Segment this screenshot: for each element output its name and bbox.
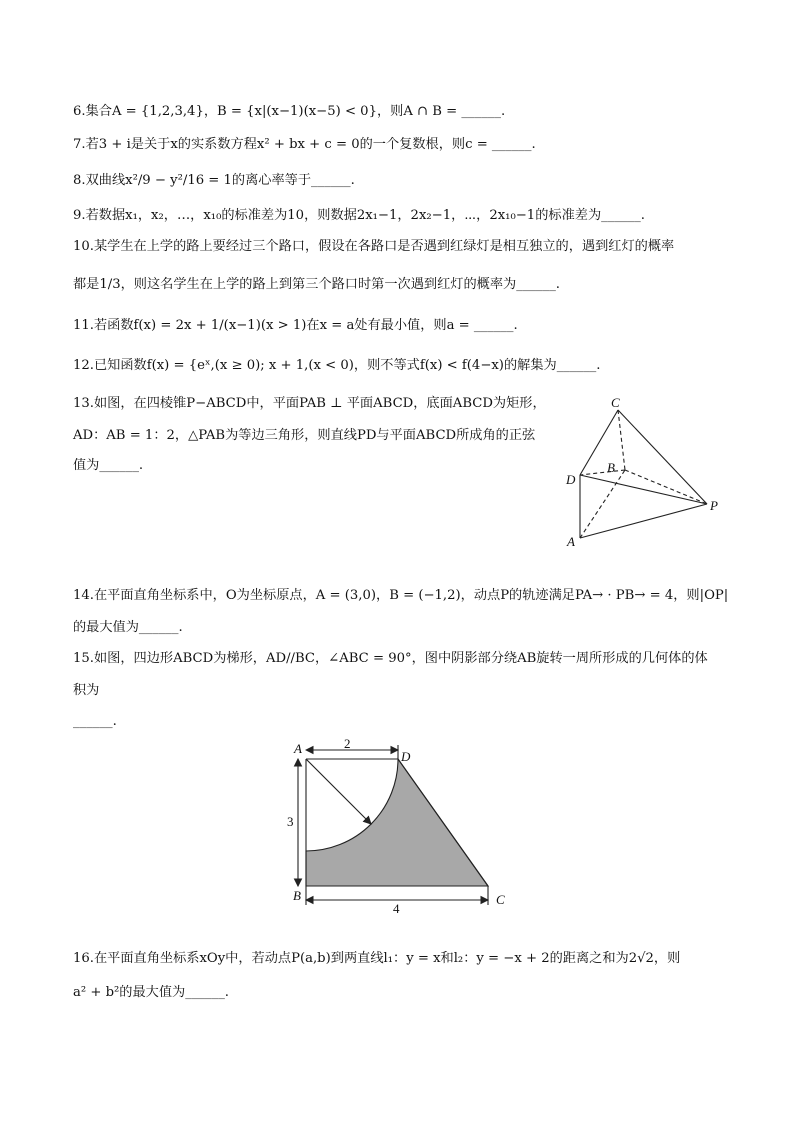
problem-10-line-2: 都是1/3，则这名学生在上学的路上到第三个路口时第一次遇到红灯的概率为______. bbox=[73, 277, 560, 292]
trapezoid-figure bbox=[280, 733, 515, 913]
problem-15-line-2: 积为 bbox=[73, 683, 100, 698]
label-B: B bbox=[293, 888, 301, 903]
problem-14-line-1: 14.在平面直角坐标系中，O为坐标原点，A = (3,0)，B = (−1,2)，动点P的轨迹满足PA→ · PB→ = 4，则|OP| bbox=[73, 588, 729, 603]
problem-15-line-3: ______. bbox=[73, 714, 117, 729]
dimension-bottom: 4 bbox=[393, 901, 400, 913]
label-P: P bbox=[710, 498, 718, 513]
label-D: D bbox=[566, 472, 576, 487]
problem-16-line-2: a² + b²的最大值为______. bbox=[73, 985, 230, 1000]
label-C: C bbox=[611, 395, 620, 410]
dimension-top: 2 bbox=[344, 736, 351, 751]
problem-13-line-2: AD：AB = 1：2，△PAB为等边三角形，则直线PD与平面ABCD所成角的正弦 bbox=[73, 428, 536, 443]
dimension-left: 3 bbox=[287, 814, 294, 829]
problem-13-line-3: 值为______. bbox=[73, 458, 144, 473]
problem-7: 7.若3 + i是关于x的实系数方程x² + bx + c = 0的一个复数根，则c = ______. bbox=[73, 137, 536, 152]
label-B: B bbox=[607, 460, 615, 475]
label-C: C bbox=[496, 892, 505, 907]
problem-10-line-1: 10.某学生在上学的路上要经过三个路口，假设在各路口是否遇到红绿灯是相互独立的，遇到红灯的概率 bbox=[73, 239, 675, 254]
problem-15-line-1: 15.如图，四边形ABCD为梯形，AD//BC，∠ABC = 90°，图中阴影部分绕AB旋转一周所形成的几何体的体 bbox=[73, 651, 708, 666]
problem-14-line-2: 的最大值为______. bbox=[73, 620, 183, 635]
label-A: A bbox=[567, 534, 575, 549]
problem-9: 9.若数据x₁，x₂，…，x₁₀的标准差为10，则数据2x₁−1，2x₂−1，⋯，2x₁₀−1的标准差为______. bbox=[73, 208, 645, 223]
problem-8: 8.双曲线x²/9 − y²/16 = 1的离心率等于______. bbox=[73, 173, 355, 188]
pyramid-figure bbox=[555, 392, 730, 552]
label-A: A bbox=[294, 741, 302, 756]
shaded-region bbox=[306, 759, 488, 886]
problem-11: 11.若函数f(x) = 2x + 1/(x−1)(x > 1)在x = a处有最小值，则a = ______. bbox=[73, 318, 518, 333]
problem-6: 6.集合A = {1,2,3,4}，B = {x|(x−1)(x−5) < 0}，则A ∩ B = ______. bbox=[73, 104, 506, 119]
problem-16-line-1: 16.在平面直角坐标系xOy中，若动点P(a,b)到两直线l₁：y = x和l₂：y = −x + 2的距离之和为2√2，则 bbox=[73, 951, 681, 966]
label-D: D bbox=[401, 749, 411, 764]
problem-13-line-1: 13.如图，在四棱锥P−ABCD中，平面PAB ⊥ 平面ABCD，底面ABCD为矩形， bbox=[73, 396, 546, 411]
problem-12: 12.已知函数f(x) = {eˣ,(x ≥ 0); x + 1,(x < 0)，则不等式f(x) < f(4−x)的解集为______. bbox=[73, 358, 601, 373]
